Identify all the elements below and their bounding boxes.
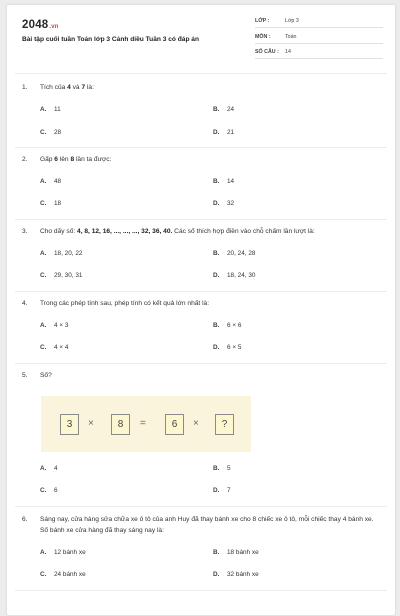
question-2-option-d[interactable]: D. 32	[213, 200, 235, 207]
question-5-option-a[interactable]: A. 4	[40, 465, 58, 472]
question-5-option-b[interactable]: B. 5	[213, 465, 231, 472]
question-4-option-d[interactable]: D. 6 × 5	[213, 344, 242, 351]
divider	[15, 506, 387, 507]
question-2-stem: 2. Gấp 6 lên 8 lần ta được:	[22, 156, 112, 163]
worksheet	[6, 4, 396, 616]
multiply-sign: ×	[88, 418, 94, 429]
question-2-option-a[interactable]: A. 48	[40, 178, 62, 185]
divider	[15, 147, 387, 148]
question-1-stem: 1. Tích của 4 và 7 là:	[22, 84, 94, 91]
question-6-option-d[interactable]: D. 32 bánh xe	[213, 571, 259, 578]
divider	[15, 590, 387, 591]
question-4-stem: 4. Trong các phép tính sau, phép tính có kết quả lớn nhất là:	[22, 300, 210, 307]
equals-sign: =	[140, 418, 146, 429]
equation-number-box: 8	[111, 414, 130, 435]
question-3-option-b[interactable]: B. 20, 24, 28	[213, 250, 256, 257]
page-title: Bài tập cuối tuần Toán lớp 3 Cánh diều Tuần 3 có đáp án	[22, 36, 199, 43]
meta-question-count: SỐ CÂU : 14	[255, 47, 383, 59]
question-3-stem: 3. Cho dãy số: 4, 8, 12, 16, ..., ..., ..., 32, 36, 40. Các số thích hợp điền vào chỗ chấm lần lượt là:	[22, 228, 315, 235]
meta-subject: MÔN : Toán	[255, 32, 383, 44]
question-5-option-c[interactable]: C. 6	[40, 487, 58, 494]
question-5-option-d[interactable]: D. 7	[213, 487, 231, 494]
question-1-option-d[interactable]: D. 21	[213, 129, 235, 136]
question-3-option-c[interactable]: C. 29, 30, 31	[40, 272, 83, 279]
question-6-option-a[interactable]: A. 12 bánh xe	[40, 549, 86, 556]
equation-number-box: 3	[60, 414, 79, 435]
question-6-stem: 6. Sáng nay, cửa hàng sửa chữa xe ô tô của anh Huy đã thay bánh xe cho 8 chiếc xe ô tô, mỗi chiếc thay 4 bánh xe. Số bánh xe cửa hàng đã thay sáng nay là:	[22, 516, 374, 534]
question-3-option-a[interactable]: A. 18, 20, 22	[40, 250, 83, 257]
equation-number-box: 6	[165, 414, 184, 435]
equation-unknown-box[interactable]: ?	[215, 414, 234, 435]
question-5-stem: 5. Số?	[22, 372, 52, 379]
question-2-option-b[interactable]: B. 14	[213, 178, 235, 185]
question-1-option-b[interactable]: B. 24	[213, 106, 235, 113]
question-6-option-c[interactable]: C. 24 bánh xe	[40, 571, 86, 578]
question-2-option-c[interactable]: C. 18	[40, 200, 62, 207]
question-3-option-d[interactable]: D. 18, 24, 30	[213, 272, 256, 279]
question-6-option-b[interactable]: B. 18 bánh xe	[213, 549, 259, 556]
divider	[15, 363, 387, 364]
question-1-option-a[interactable]: A. 11	[40, 106, 61, 113]
divider	[15, 291, 387, 292]
meta-class: LỚP : Lớp 3	[255, 16, 383, 28]
question-4-option-b[interactable]: B. 6 × 6	[213, 322, 242, 329]
multiply-sign: ×	[193, 418, 199, 429]
worksheet-header	[7, 5, 395, 71]
question-4-option-c[interactable]: C. 4 × 4	[40, 344, 69, 351]
question-1-option-c[interactable]: C. 28	[40, 129, 62, 136]
site-logo[interactable]: 2048.vn	[22, 19, 59, 31]
divider	[15, 219, 387, 220]
question-4-option-a[interactable]: A. 4 × 3	[40, 322, 69, 329]
divider	[15, 73, 387, 74]
